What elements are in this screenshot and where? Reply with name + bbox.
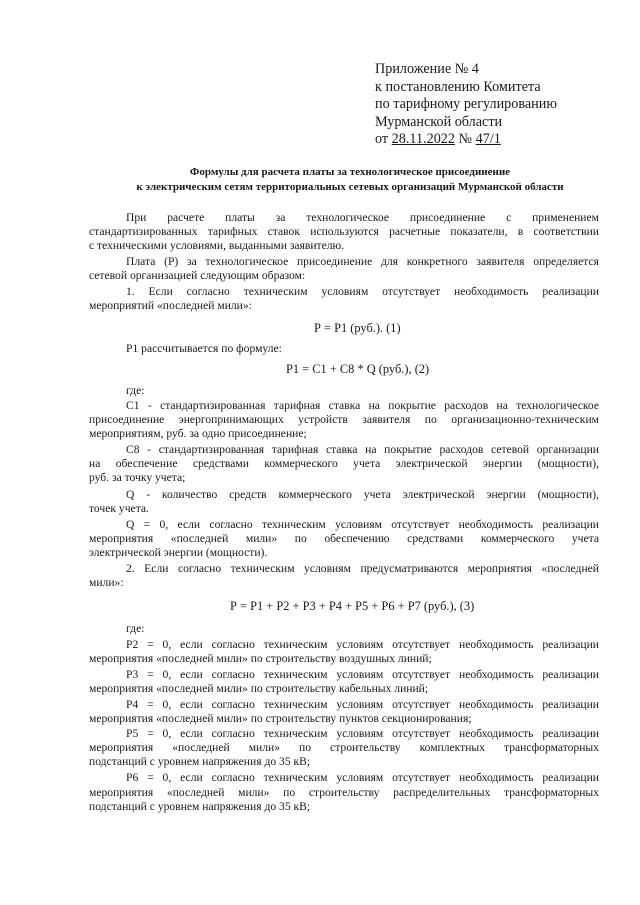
p2-definition-line-2: мероприятия «последней мили» по строительству воздушных линий;: [89, 652, 432, 665]
p1-intro: Р1 рассчитывается по формуле:: [126, 342, 282, 355]
appendix-line-3: по тарифному регулированию: [375, 96, 557, 113]
appendix-line-4: Мурманской области: [375, 113, 503, 130]
p2-definition-line-1: Р2 = 0, если согласно техническим условиям отсутствует необходимость реализации: [126, 638, 599, 651]
q-definition-line-1: Q - количество средств коммерческого учета электрической энергии (мощности),: [126, 488, 599, 501]
p6-definition-line-2: мероприятия «последней мили» по строительству распределительных трансформаторных: [89, 786, 599, 799]
paragraph-intro-line-2: стандартизированных тарифных ставок используются расчетные показатели, в соответствии: [89, 225, 599, 238]
decree-number: 47/1: [475, 131, 501, 148]
c8-definition-line-1: С8 - стандартизированная тарифная ставка на покрытие расходов сетевой организации: [126, 443, 599, 456]
p6-definition-line-1: Р6 = 0, если согласно техническим условиям отсутствует необходимость реализации: [126, 771, 599, 784]
p5-definition-line-2: мероприятия «последней мили» по строительству комплектных трансформаторных: [89, 741, 599, 754]
title-line-1: Формулы для расчета платы за технологическое присоединение: [189, 166, 511, 178]
q-zero-line-3: электрической энергии (мощности).: [89, 546, 268, 559]
paragraph-fee-line-2: сетевой организацией следующим образом:: [89, 269, 306, 282]
formula-2: Р1 = С1 + С8 * Q (руб.), (2): [286, 362, 430, 376]
where-label-2: где:: [126, 622, 145, 635]
q-definition-line-2: точек учета.: [89, 502, 149, 515]
c1-definition-line-3: мероприятиям, руб. за одно присоединение;: [89, 427, 307, 440]
p5-definition-line-1: Р5 = 0, если согласно техническим условиям отсутствует необходимость реализации: [126, 727, 599, 740]
c8-definition-line-3: руб. за точку учета;: [89, 471, 186, 484]
c1-definition-line-2: присоединение энергопринимающих устройств заявителя по организационно-техническим: [89, 413, 599, 426]
p4-definition-line-1: Р4 = 0, если согласно техническим условиям отсутствует необходимость реализации: [126, 698, 599, 711]
decree-date: 28.11.2022: [391, 131, 455, 148]
formula-1: Р = Р1 (руб.). (1): [314, 321, 401, 335]
formula-3: Р = Р1 + Р2 + Р3 + Р4 + Р5 + Р6 + Р7 (руб.), (3): [230, 599, 475, 613]
appendix-line-2: к постановлению Комитета: [375, 78, 541, 95]
p6-definition-line-3: подстанций с уровнем напряжения до 35 кВ;: [89, 800, 311, 813]
number-sign: №: [454, 131, 476, 148]
p5-definition-line-3: подстанций с уровнем напряжения до 35 кВ;: [89, 755, 311, 768]
document-title: [80, 165, 620, 194]
q-zero-line-1: Q = 0, если согласно техническим условиям отсутствует необходимость реализации: [126, 518, 599, 531]
paragraph-fee-line-1: Плата (Р) за технологическое присоединение для конкретного заявителя определяется: [126, 255, 599, 268]
where-label-1: где:: [126, 384, 145, 397]
appendix-number: Приложение № 4: [375, 61, 479, 77]
date-prefix: от: [375, 131, 392, 148]
case-2-line-1: 2. Если согласно техническим условиям предусматриваются мероприятия «последней: [126, 562, 599, 575]
case-1-line-1: 1. Если согласно техническим условиям отсутствует необходимость реализации: [126, 285, 599, 298]
p3-definition-line-1: Р3 = 0, если согласно техническим условиям отсутствует необходимость реализации: [126, 668, 599, 681]
p4-definition-line-2: мероприятия «последней мили» по строительству пунктов секционирования;: [89, 712, 472, 725]
appendix-header: [375, 61, 557, 149]
q-zero-line-2: мероприятия «последней мили» по обеспечению средствами коммерческого учета: [89, 532, 599, 545]
p3-definition-line-2: мероприятия «последней мили» по строительству кабельных линий;: [89, 682, 429, 695]
paragraph-intro-line-1: При расчете платы за технологическое присоединение с применением: [126, 211, 599, 224]
c1-definition-line-1: С1 - стандартизированная тарифная ставка на покрытие расходов на технологическое: [126, 399, 599, 412]
paragraph-intro-line-3: с техническими условиями, выданными заявителю.: [89, 239, 345, 252]
case-2-line-2: мили»:: [89, 576, 124, 589]
appendix-date-line: [375, 131, 557, 149]
case-1-line-2: мероприятий «последней мили»:: [89, 299, 252, 312]
c8-definition-line-2: на обеспечение средствами коммерческого учета электрической энергии (мощности),: [89, 457, 599, 470]
title-line-2: к электрическим сетям территориальных сетевых организаций Мурманской области: [136, 180, 564, 193]
